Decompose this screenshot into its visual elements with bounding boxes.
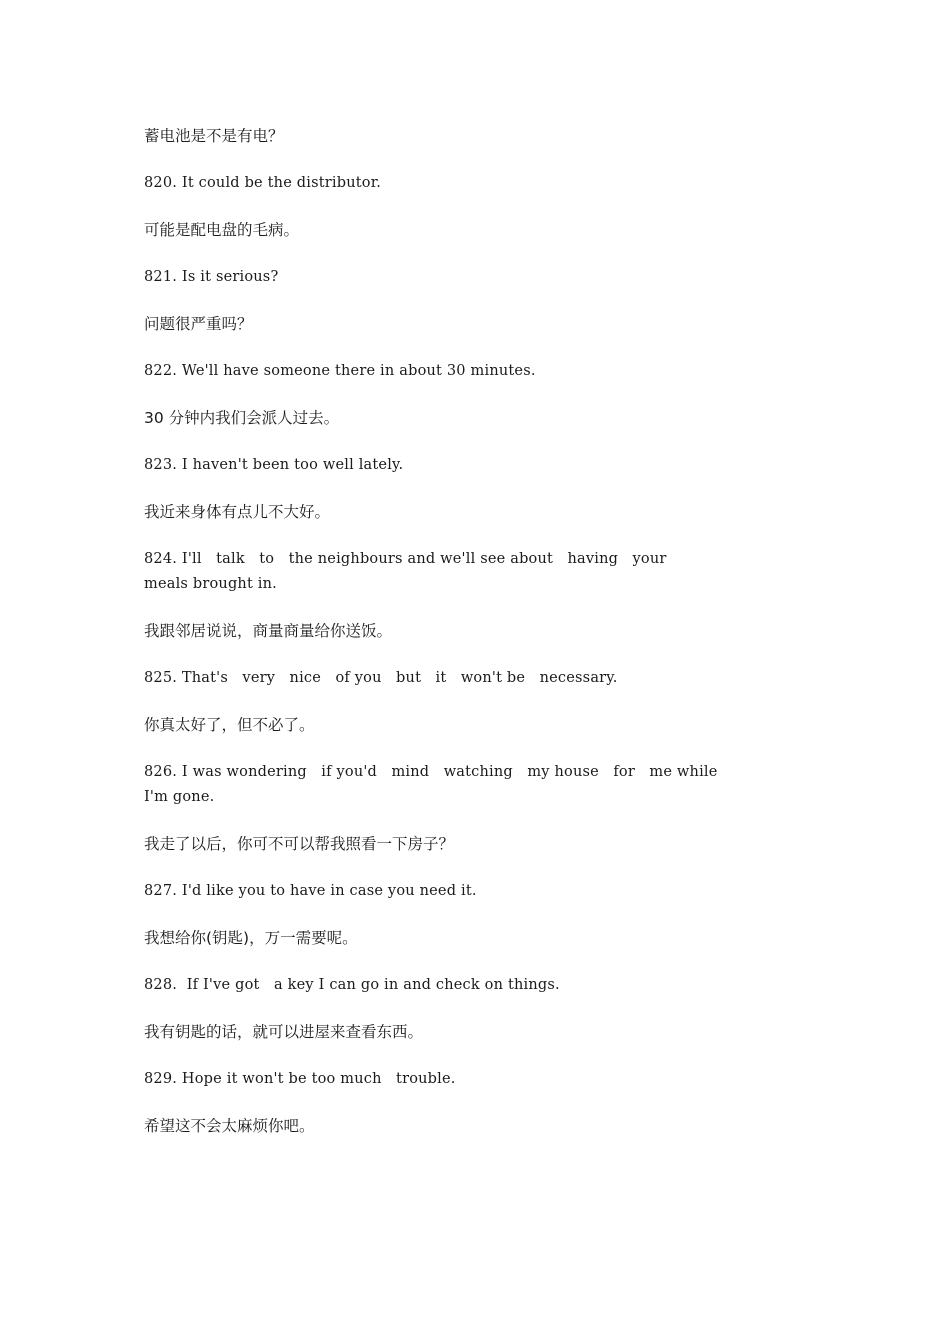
english-sentence-824: 824. I'll talk to the neighbours and we'll see about having your meals brought in. xyxy=(144,551,667,592)
chinese-line: 蓄电池是不是有电？ xyxy=(144,127,284,145)
chinese-line: 我跟邻居说说，商量商量给你送饭。 xyxy=(144,622,393,640)
chinese-line: 我走了以后，你可不可以帮我照看一下房子？ xyxy=(144,835,455,853)
english-sentence-829: 829. Hope it won't be too much trouble. xyxy=(144,1071,456,1087)
english-sentence-825: 825. That's very nice of you but it won't be necessary. xyxy=(144,670,618,686)
chinese-line: 我近来身体有点儿不大好。 xyxy=(144,503,331,521)
english-sentence-826: 826. I was wondering if you'd mind watching my house for me while I'm gone. xyxy=(144,764,718,805)
chinese-line: 可能是配电盘的毛病。 xyxy=(144,221,300,239)
english-sentence-822: 822. We'll have someone there in about 30 minutes. xyxy=(144,363,536,379)
chinese-line: 我想给你(钥匙)，万一需要呢。 xyxy=(144,929,358,947)
document-body xyxy=(144,124,804,1139)
english-sentence-823: 823. I haven't been too well lately. xyxy=(144,457,404,473)
chinese-line: 我有钥匙的话，就可以进屋来查看东西。 xyxy=(144,1023,424,1041)
chinese-line: 希望这不会太麻烦你吧。 xyxy=(144,1117,315,1135)
english-sentence-827: 827. I'd like you to have in case you need it. xyxy=(144,883,477,899)
chinese-line: 30 分钟内我们会派人过去。 xyxy=(144,409,340,427)
english-sentence-820: 820. It could be the distributor. xyxy=(144,175,382,191)
chinese-line: 问题很严重吗？ xyxy=(144,315,253,333)
english-sentence-828: 828. If I've got a key I can go in and check on things. xyxy=(144,977,560,993)
english-sentence-821: 821. Is it serious? xyxy=(144,269,279,285)
chinese-line: 你真太好了，但不必了。 xyxy=(144,716,315,734)
